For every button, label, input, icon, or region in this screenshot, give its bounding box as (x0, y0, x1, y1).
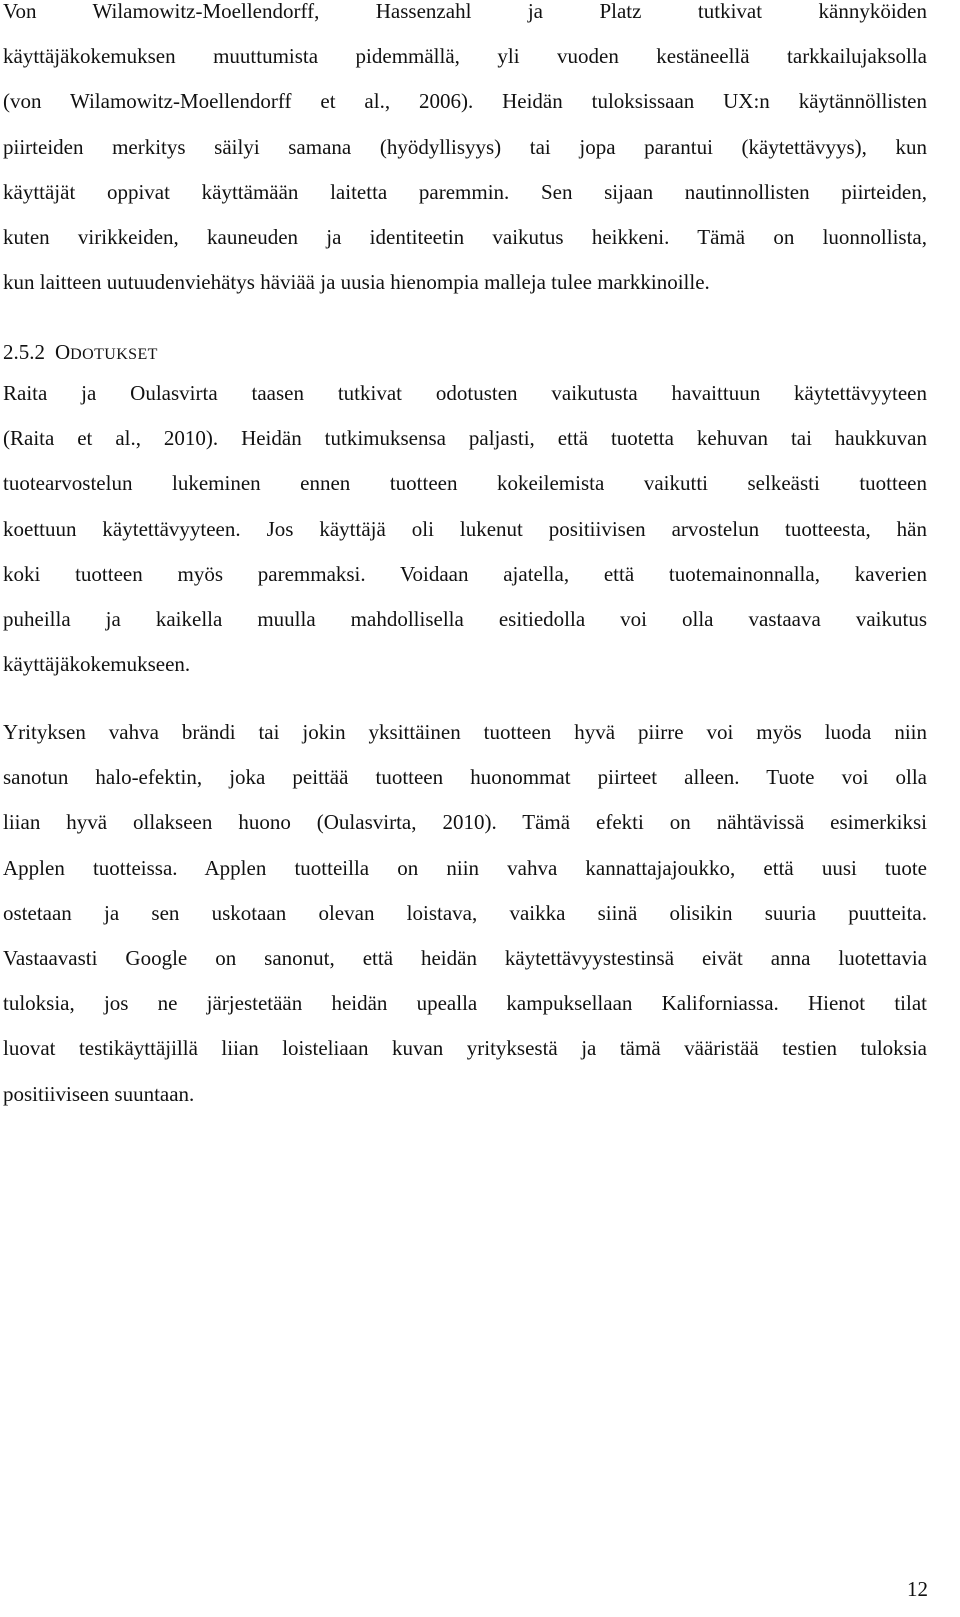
text-line: Von Wilamowitz-Moellendorff, Hassenzahl ja Platz tutkivat kännyköiden (3, 0, 927, 23)
text-line: koettuun käytettävyyteen. Jos käyttäjä oli lukenut positiivisen arvostelun tuotteesta, hän (3, 516, 927, 541)
text-line: tuotearvostelun lukeminen ennen tuotteen kokeilemista vaikutti selkeästi tuotteen (3, 471, 927, 496)
text-line: koki tuotteen myös paremmaksi. Voidaan ajatella, että tuotemainonnalla, kaverien (3, 561, 927, 586)
text-line: käyttäjäkokemuksen muuttumista pidemmällä, yli vuoden kestäneellä tarkkailujaksolla (3, 44, 927, 69)
section-heading (3, 337, 158, 370)
text-line: sanotun halo-efektin, joka peittää tuotteen huonommat piirteet alleen. Tuote voi olla (3, 765, 927, 790)
text-line: tuloksia, jos ne järjestetään heidän upealla kampuksellaan Kaliforniassa. Hienot tilat (3, 991, 927, 1016)
section-title-rest: DOTUKSET (70, 346, 158, 363)
paragraph-1 (3, 0, 927, 305)
text-line: Vastaavasti Google on sanonut, että heidän käytettävyystestinsä eivät anna luotettavia (3, 945, 927, 970)
section-number: 2.5.2 (3, 340, 45, 364)
text-line: ostetaan ja sen uskotaan olevan loistava, vaikka siinä olisikin suuria puutteita. (3, 900, 927, 925)
text-line: luovat testikäyttäjillä liian loisteliaan kuvan yrityksestä ja tämä vääristää testien tuloksia (3, 1036, 927, 1061)
text-line: piirteiden merkitys säilyi samana (hyödyllisyys) tai jopa parantui (käytettävyys), kun (3, 134, 927, 159)
text-line: positiiviseen suuntaan. (3, 1081, 195, 1106)
text-line: kun laitteen uutuudenviehätys häviää ja uusia hienompia malleja tulee markkinoille. (3, 270, 710, 295)
text-line: Raita ja Oulasvirta taasen tutkivat odotusten vaikutusta havaittuun käytettävyyteen (3, 381, 927, 405)
section-title-initial: O (55, 340, 71, 364)
text-line: liian hyvä ollakseen huono (Oulasvirta, 2010). Tämä efekti on nähtävissä esimerkiksi (3, 810, 927, 835)
text-line: (von Wilamowitz-Moellendorff et al., 2006). Heidän tuloksissaan UX:n käytännöllisten (3, 89, 927, 114)
text-line: puheilla ja kaikella muulla mahdollisella esitiedolla voi olla vastaava vaikutus (3, 606, 927, 631)
page-number: 12 (907, 1577, 928, 1601)
paragraph-3 (3, 710, 927, 1117)
text-line: käyttäjäkokemukseen. (3, 652, 191, 677)
text-line: Yrityksen vahva brändi tai jokin yksittäinen tuotteen hyvä piirre voi myös luoda niin (3, 720, 927, 744)
text-line: (Raita et al., 2010). Heidän tutkimuksensa paljasti, että tuotetta kehuvan tai haukkuvan (3, 426, 927, 451)
paragraph-2 (3, 371, 927, 687)
text-line: käyttäjät oppivat käyttämään laitetta paremmin. Sen sijaan nautinnollisten piirteiden, (3, 179, 927, 204)
text-line: Applen tuotteissa. Applen tuotteilla on niin vahva kannattajajoukko, että uusi tuote (3, 855, 927, 880)
text-line: kuten virikkeiden, kauneuden ja identiteetin vaikutus heikkeni. Tämä on luonnollista, (3, 224, 927, 249)
